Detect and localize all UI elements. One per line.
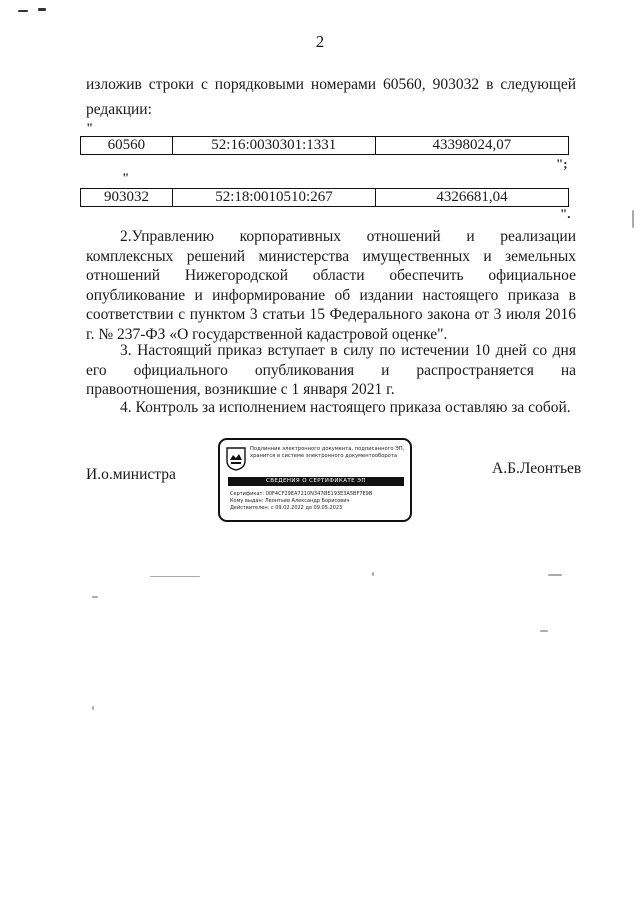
scan-speck [632,210,634,228]
row-number: 903032 [81,189,173,207]
scan-speck [372,572,374,576]
table-row [81,189,569,207]
page-number: 2 [315,32,325,51]
cadastral-number: 52:18:0010510:267 [172,189,375,207]
stamp-valid: Действителен: с 09.02.2022 до 09.05.2023 [230,505,343,511]
scan-speck [548,574,562,576]
scan-speck [150,576,200,577]
coat-of-arms-icon [226,447,246,471]
data-table-row-1 [80,136,569,155]
scan-speck [540,630,548,632]
stamp-certificate-details [230,491,406,512]
quote-open-2: " [122,170,130,185]
intro-text: изложив строки с порядковыми номерами 60560, 903032 в следующей редакции: [86,76,576,118]
row-number: 60560 [81,137,173,155]
signature-name: А.Б.Леонтьев [492,460,582,477]
cadastral-number: 52:16:0030301:1331 [172,137,375,155]
stamp-certificate: Сертификат: 00F4CF29EA7210N347ØE193E3A5BF7E9B [230,491,373,497]
scan-speck [92,706,94,710]
quote-close-2: ". [560,206,571,221]
paragraph-4: 4. Контроль за исполнением настоящего приказа оставляю за собой. [120,399,571,416]
stamp-title: СВЕДЕНИЯ О СЕРТИФИКАТЕ ЭП [228,477,404,486]
scan-speck [92,596,98,598]
quote-open-1: " [86,120,94,135]
data-table-row-2 [80,188,569,207]
table-row [81,137,569,155]
cadastral-value: 43398024,07 [375,137,568,155]
signature-position: И.о.министра [86,466,176,483]
electronic-signature-stamp [218,438,412,522]
stamp-header: Подлинник электронного документа, подписанного ЭП, хранится в системе электронного документооборота [250,446,405,459]
stamp-issued-to: Кому выдан: Леонтьев Александр Борисович [230,498,350,504]
paragraph-2: 2.Управлению корпоративных отношений и реализации комплексных решений министерства имущественных и земельных отношений Нижегородской области обеспечить официальное опубликование и информирование об издании настоящего приказа в соответствии с пунктом 3 статьи 15 Федерального закона от 3 июля 2016 г. № 237-ФЗ «О государственной кадастровой оценке". [86,228,576,343]
paragraph-3: 3. Настоящий приказ вступает в силу по истечении 10 дней со дня его официального опубликования и распространяется на правоотношения, возникшие с 1 января 2021 г. [86,342,576,398]
scan-speck [38,8,46,11]
scan-speck [18,10,28,12]
cadastral-value: 4326681,04 [375,189,568,207]
quote-close-1: "; [556,156,568,171]
